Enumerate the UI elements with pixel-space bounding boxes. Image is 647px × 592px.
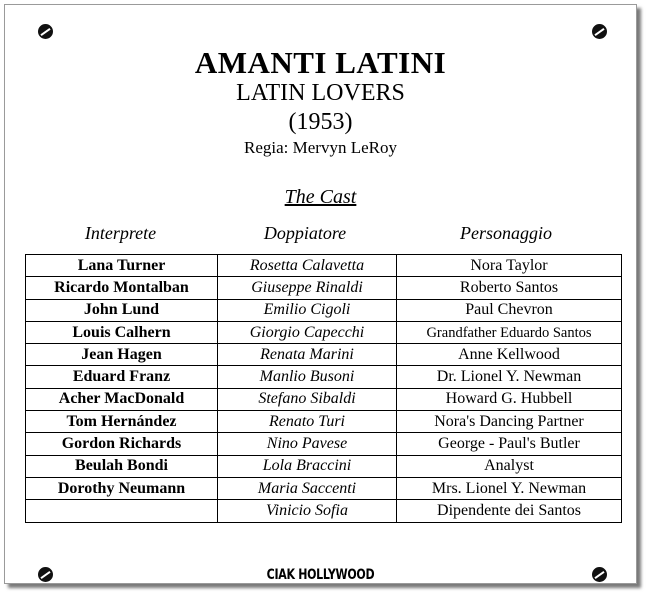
release-year: (1953) (288, 109, 353, 135)
actor-cell (26, 500, 218, 522)
screw-icon (592, 24, 607, 39)
director-credit: Regia: Mervyn LeRoy (244, 138, 397, 157)
voice-cell: Maria Saccenti (218, 477, 397, 499)
voice-cell: Renato Turi (218, 411, 397, 433)
actor-cell: Lana Turner (26, 255, 218, 277)
role-cell: Dipendente dei Santos (397, 500, 622, 522)
actor-cell: Gordon Richards (26, 433, 218, 455)
actor-cell: Beulah Bondi (26, 455, 218, 477)
table-row (26, 366, 622, 388)
table-row (26, 388, 622, 410)
table-row (26, 455, 622, 477)
voice-cell: Giorgio Capecchi (218, 321, 397, 343)
voice-cell: Rosetta Calavetta (218, 255, 397, 277)
cast-plaque (4, 4, 637, 584)
voice-cell: Stefano Sibaldi (218, 388, 397, 410)
role-cell: Paul Chevron (397, 299, 622, 321)
column-header-voice: Doppiatore (263, 223, 347, 243)
table-row (26, 299, 622, 321)
table-row (26, 411, 622, 433)
english-title: LATIN LOVERS (236, 80, 405, 106)
column-header-role: Personaggio (460, 223, 552, 243)
role-cell: Anne Kellwood (397, 344, 622, 366)
voice-cell: Giuseppe Rinaldi (218, 277, 397, 299)
voice-cell: Renata Marini (218, 344, 397, 366)
table-row (26, 500, 622, 522)
footer-logo: CIAK HOLLYWOOD (266, 566, 375, 583)
voice-cell: Emilio Cigoli (218, 299, 397, 321)
role-cell: George - Paul's Butler (397, 433, 622, 455)
role-cell: Roberto Santos (397, 277, 622, 299)
actor-cell: Acher MacDonald (26, 388, 218, 410)
role-cell: Grandfather Eduardo Santos (397, 321, 622, 343)
role-cell: Dr. Lionel Y. Newman (397, 366, 622, 388)
table-row (26, 477, 622, 499)
cast-heading: The Cast (284, 186, 357, 208)
actor-cell: Eduard Franz (26, 366, 218, 388)
actor-cell: John Lund (26, 299, 218, 321)
screw-icon (38, 24, 53, 39)
actor-cell: Jean Hagen (26, 344, 218, 366)
voice-cell: Vinicio Sofia (218, 500, 397, 522)
table-row (26, 255, 622, 277)
actor-cell: Tom Hernández (26, 411, 218, 433)
page-title: AMANTI LATINI (194, 45, 447, 80)
voice-cell: Manlio Busoni (218, 366, 397, 388)
actor-cell: Dorothy Neumann (26, 477, 218, 499)
column-header-actor: Interprete (84, 223, 157, 243)
role-cell: Nora's Dancing Partner (397, 411, 622, 433)
table-row (26, 344, 622, 366)
voice-cell: Lola Braccini (218, 455, 397, 477)
role-cell: Analyst (397, 455, 622, 477)
table-row (26, 433, 622, 455)
actor-cell: Ricardo Montalban (26, 277, 218, 299)
cast-table (25, 254, 622, 523)
role-cell: Mrs. Lionel Y. Newman (397, 477, 622, 499)
table-row (26, 277, 622, 299)
voice-cell: Nino Pavese (218, 433, 397, 455)
role-cell: Howard G. Hubbell (397, 388, 622, 410)
table-row (26, 321, 622, 343)
actor-cell: Louis Calhern (26, 321, 218, 343)
role-cell: Nora Taylor (397, 255, 622, 277)
